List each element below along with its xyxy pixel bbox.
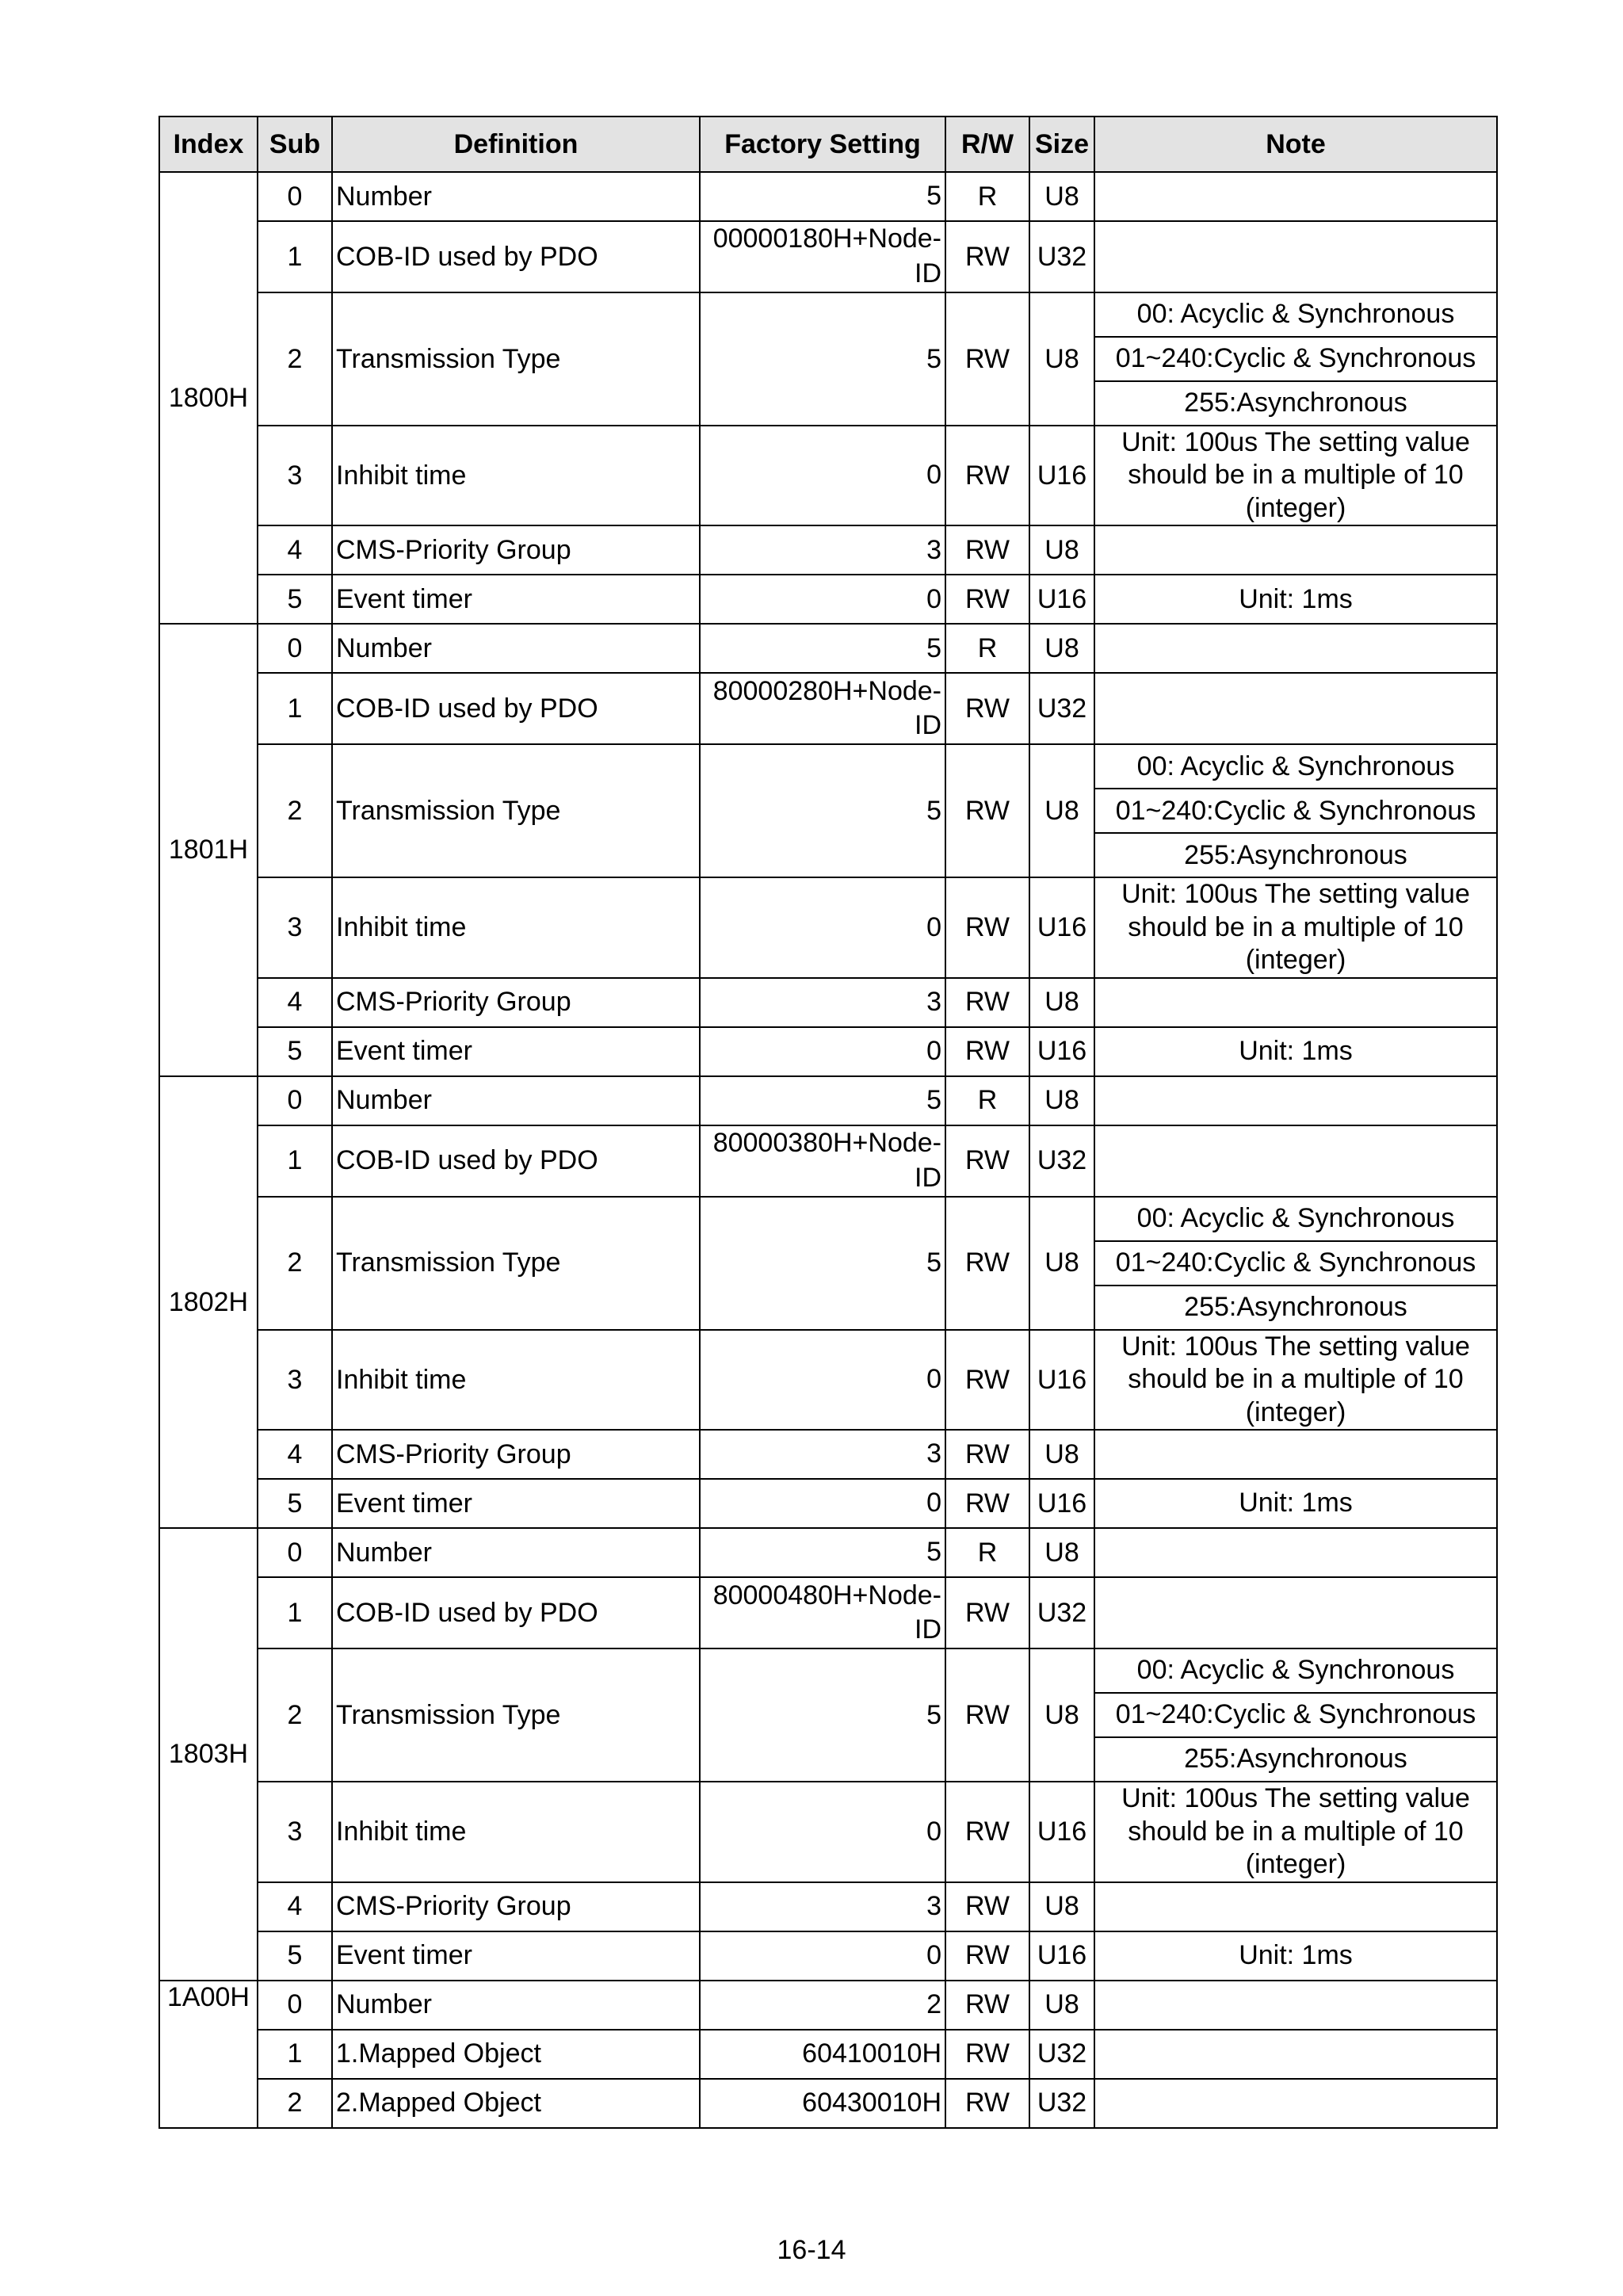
- factory-setting-cell: 60430010H: [700, 2079, 945, 2128]
- factory-setting-cell: 5: [700, 744, 945, 877]
- note-cell: [1094, 525, 1497, 575]
- header-factory-setting: Factory Setting: [700, 117, 945, 172]
- definition-cell: Number: [332, 172, 700, 221]
- table-row: [159, 1027, 1497, 1076]
- sub-cell: 5: [258, 1027, 332, 1076]
- rw-cell: R: [945, 172, 1029, 221]
- index-cell: 1A00H: [159, 1981, 258, 2128]
- rw-cell: RW: [945, 1430, 1029, 1479]
- rw-cell: RW: [945, 2079, 1029, 2128]
- rw-cell: RW: [945, 673, 1029, 744]
- table-row: [159, 673, 1497, 744]
- note-cell: 01~240:Cyclic & Synchronous: [1094, 337, 1497, 381]
- note-cell: 00: Acyclic & Synchronous: [1094, 1197, 1497, 1241]
- definition-cell: COB-ID used by PDO: [332, 221, 700, 292]
- definition-cell: Event timer: [332, 1479, 700, 1528]
- factory-setting-cell: 80000280H+Node-ID: [700, 673, 945, 744]
- definition-cell: Number: [332, 1528, 700, 1577]
- note-cell: 01~240:Cyclic & Synchronous: [1094, 1241, 1497, 1286]
- factory-setting-cell: 0: [700, 1782, 945, 1881]
- index-cell: 1803H: [159, 1528, 258, 1980]
- rw-cell: RW: [945, 1648, 1029, 1782]
- definition-cell: Event timer: [332, 1027, 700, 1076]
- definition-cell: CMS-Priority Group: [332, 1882, 700, 1931]
- factory-setting-cell: 5: [700, 172, 945, 221]
- note-cell: [1094, 673, 1497, 744]
- definition-cell: Number: [332, 624, 700, 673]
- size-cell: U16: [1029, 1027, 1094, 1076]
- factory-setting-cell: 5: [700, 1648, 945, 1782]
- rw-cell: R: [945, 1076, 1029, 1125]
- factory-setting-cell: 5: [700, 1197, 945, 1330]
- rw-cell: RW: [945, 1577, 1029, 1648]
- sub-cell: 4: [258, 1430, 332, 1479]
- size-cell: U8: [1029, 1882, 1094, 1931]
- header-definition: Definition: [332, 117, 700, 172]
- parameter-table: [158, 116, 1498, 2129]
- table-row: [159, 1330, 1497, 1430]
- note-cell: 255:Asynchronous: [1094, 1737, 1497, 1782]
- definition-cell: Number: [332, 1981, 700, 2030]
- rw-cell: RW: [945, 1782, 1029, 1881]
- table-row: [159, 1782, 1497, 1881]
- table-row: [159, 221, 1497, 292]
- size-cell: U32: [1029, 1125, 1094, 1197]
- factory-setting-cell: 60410010H: [700, 2030, 945, 2079]
- note-cell: Unit: 100us The setting value should be in a multiple of 10 (integer): [1094, 877, 1497, 977]
- factory-setting-cell: 3: [700, 525, 945, 575]
- table-row: [159, 292, 1497, 337]
- sub-cell: 3: [258, 1782, 332, 1881]
- index-cell: 1802H: [159, 1076, 258, 1528]
- sub-cell: 3: [258, 426, 332, 525]
- size-cell: U16: [1029, 877, 1094, 977]
- definition-cell: 1.Mapped Object: [332, 2030, 700, 2079]
- definition-cell: Transmission Type: [332, 1197, 700, 1330]
- size-cell: U8: [1029, 624, 1094, 673]
- note-cell: Unit: 1ms: [1094, 1027, 1497, 1076]
- size-cell: U32: [1029, 2079, 1094, 2128]
- page-number: 16-14: [777, 2235, 846, 2265]
- table-row: [159, 1479, 1497, 1528]
- rw-cell: R: [945, 624, 1029, 673]
- size-cell: U8: [1029, 978, 1094, 1027]
- note-cell: [1094, 1430, 1497, 1479]
- size-cell: U16: [1029, 1931, 1094, 1981]
- table-row: [159, 172, 1497, 221]
- sub-cell: 2: [258, 2079, 332, 2128]
- sub-cell: 2: [258, 1197, 332, 1330]
- definition-cell: CMS-Priority Group: [332, 1430, 700, 1479]
- rw-cell: RW: [945, 426, 1029, 525]
- sub-cell: 1: [258, 673, 332, 744]
- size-cell: U16: [1029, 426, 1094, 525]
- definition-cell: 2.Mapped Object: [332, 2079, 700, 2128]
- factory-setting-cell: 5: [700, 292, 945, 426]
- size-cell: U8: [1029, 525, 1094, 575]
- index-cell: 1800H: [159, 172, 258, 624]
- sub-cell: 2: [258, 1648, 332, 1782]
- definition-cell: Inhibit time: [332, 426, 700, 525]
- factory-setting-cell: 5: [700, 624, 945, 673]
- sub-cell: 1: [258, 1577, 332, 1648]
- definition-cell: Transmission Type: [332, 744, 700, 877]
- header-sub: Sub: [258, 117, 332, 172]
- note-cell: 00: Acyclic & Synchronous: [1094, 744, 1497, 789]
- size-cell: U16: [1029, 575, 1094, 624]
- size-cell: U8: [1029, 744, 1094, 877]
- note-cell: 01~240:Cyclic & Synchronous: [1094, 789, 1497, 833]
- table-row: [159, 744, 1497, 789]
- sub-cell: 0: [258, 1528, 332, 1577]
- note-cell: 255:Asynchronous: [1094, 1286, 1497, 1330]
- table-row: [159, 624, 1497, 673]
- rw-cell: R: [945, 1528, 1029, 1577]
- table-row: [159, 1430, 1497, 1479]
- note-cell: 255:Asynchronous: [1094, 381, 1497, 426]
- rw-cell: RW: [945, 575, 1029, 624]
- factory-setting-cell: 5: [700, 1076, 945, 1125]
- note-cell: [1094, 2079, 1497, 2128]
- definition-cell: COB-ID used by PDO: [332, 673, 700, 744]
- definition-cell: COB-ID used by PDO: [332, 1577, 700, 1648]
- table-row: [159, 426, 1497, 525]
- size-cell: U16: [1029, 1782, 1094, 1881]
- sub-cell: 3: [258, 1330, 332, 1430]
- note-cell: [1094, 1076, 1497, 1125]
- table-row: [159, 1076, 1497, 1125]
- table-row: [159, 1882, 1497, 1931]
- header-rw: R/W: [945, 117, 1029, 172]
- size-cell: U8: [1029, 1981, 1094, 2030]
- sub-cell: 0: [258, 1076, 332, 1125]
- note-cell: Unit: 100us The setting value should be in a multiple of 10 (integer): [1094, 1782, 1497, 1881]
- size-cell: U8: [1029, 1430, 1094, 1479]
- table-row: [159, 575, 1497, 624]
- note-cell: [1094, 1981, 1497, 2030]
- note-cell: [1094, 978, 1497, 1027]
- table-row: [159, 1197, 1497, 1241]
- sub-cell: 4: [258, 1882, 332, 1931]
- rw-cell: RW: [945, 978, 1029, 1027]
- rw-cell: RW: [945, 1931, 1029, 1981]
- factory-setting-cell: 3: [700, 1882, 945, 1931]
- table-row: [159, 1528, 1497, 1577]
- index-cell: 1801H: [159, 624, 258, 1075]
- rw-cell: RW: [945, 1330, 1029, 1430]
- definition-cell: CMS-Priority Group: [332, 978, 700, 1027]
- factory-setting-cell: 0: [700, 1027, 945, 1076]
- rw-cell: RW: [945, 744, 1029, 877]
- factory-setting-cell: 0: [700, 575, 945, 624]
- size-cell: U8: [1029, 172, 1094, 221]
- rw-cell: RW: [945, 221, 1029, 292]
- rw-cell: RW: [945, 1882, 1029, 1931]
- note-cell: [1094, 1882, 1497, 1931]
- table-row: [159, 1125, 1497, 1197]
- sub-cell: 2: [258, 744, 332, 877]
- table-row: [159, 978, 1497, 1027]
- rw-cell: RW: [945, 1981, 1029, 2030]
- sub-cell: 0: [258, 172, 332, 221]
- size-cell: U32: [1029, 221, 1094, 292]
- size-cell: U8: [1029, 1076, 1094, 1125]
- sub-cell: 0: [258, 624, 332, 673]
- sub-cell: 5: [258, 575, 332, 624]
- factory-setting-cell: 80000480H+Node-ID: [700, 1577, 945, 1648]
- note-cell: 255:Asynchronous: [1094, 833, 1497, 877]
- size-cell: U8: [1029, 1528, 1094, 1577]
- sub-cell: 2: [258, 292, 332, 426]
- factory-setting-cell: 3: [700, 978, 945, 1027]
- note-cell: 00: Acyclic & Synchronous: [1094, 292, 1497, 337]
- factory-setting-cell: 0: [700, 1931, 945, 1981]
- header-index: Index: [159, 117, 258, 172]
- factory-setting-cell: 0: [700, 426, 945, 525]
- note-cell: [1094, 172, 1497, 221]
- definition-cell: Event timer: [332, 575, 700, 624]
- table-row: [159, 1648, 1497, 1693]
- factory-setting-cell: 2: [700, 1981, 945, 2030]
- note-cell: [1094, 1577, 1497, 1648]
- size-cell: U16: [1029, 1479, 1094, 1528]
- rw-cell: RW: [945, 1125, 1029, 1197]
- note-cell: [1094, 1528, 1497, 1577]
- size-cell: U32: [1029, 1577, 1094, 1648]
- note-cell: [1094, 221, 1497, 292]
- size-cell: U32: [1029, 673, 1094, 744]
- sub-cell: 4: [258, 525, 332, 575]
- table-row: [159, 525, 1497, 575]
- note-cell: 00: Acyclic & Synchronous: [1094, 1648, 1497, 1693]
- table-header-row: [159, 117, 1497, 172]
- sub-cell: 5: [258, 1479, 332, 1528]
- factory-setting-cell: 0: [700, 1479, 945, 1528]
- note-cell: 01~240:Cyclic & Synchronous: [1094, 1693, 1497, 1737]
- factory-setting-cell: 5: [700, 1528, 945, 1577]
- rw-cell: RW: [945, 292, 1029, 426]
- table-row: [159, 2079, 1497, 2128]
- rw-cell: RW: [945, 525, 1029, 575]
- table-row: [159, 2030, 1497, 2079]
- sub-cell: 1: [258, 221, 332, 292]
- sub-cell: 5: [258, 1931, 332, 1981]
- table-row: [159, 1577, 1497, 1648]
- rw-cell: RW: [945, 1479, 1029, 1528]
- note-cell: [1094, 1125, 1497, 1197]
- note-cell: Unit: 1ms: [1094, 575, 1497, 624]
- table-row: [159, 1931, 1497, 1981]
- factory-setting-cell: 80000380H+Node-ID: [700, 1125, 945, 1197]
- definition-cell: Inhibit time: [332, 877, 700, 977]
- header-size: Size: [1029, 117, 1094, 172]
- factory-setting-cell: 3: [700, 1430, 945, 1479]
- factory-setting-cell: 0: [700, 877, 945, 977]
- note-cell: Unit: 100us The setting value should be in a multiple of 10 (integer): [1094, 1330, 1497, 1430]
- header-note: Note: [1094, 117, 1497, 172]
- rw-cell: RW: [945, 877, 1029, 977]
- definition-cell: Event timer: [332, 1931, 700, 1981]
- definition-cell: COB-ID used by PDO: [332, 1125, 700, 1197]
- definition-cell: Transmission Type: [332, 292, 700, 426]
- definition-cell: Inhibit time: [332, 1330, 700, 1430]
- rw-cell: RW: [945, 1197, 1029, 1330]
- sub-cell: 1: [258, 1125, 332, 1197]
- rw-cell: RW: [945, 1027, 1029, 1076]
- rw-cell: RW: [945, 2030, 1029, 2079]
- table-row: [159, 1981, 1497, 2030]
- table-body: [159, 172, 1497, 2128]
- size-cell: U16: [1029, 1330, 1094, 1430]
- sub-cell: 3: [258, 877, 332, 977]
- note-cell: Unit: 100us The setting value should be in a multiple of 10 (integer): [1094, 426, 1497, 525]
- table-row: [159, 877, 1497, 977]
- sub-cell: 1: [258, 2030, 332, 2079]
- sub-cell: 0: [258, 1981, 332, 2030]
- size-cell: U32: [1029, 2030, 1094, 2079]
- definition-cell: Inhibit time: [332, 1782, 700, 1881]
- size-cell: U8: [1029, 1197, 1094, 1330]
- note-cell: Unit: 1ms: [1094, 1931, 1497, 1981]
- size-cell: U8: [1029, 292, 1094, 426]
- note-cell: [1094, 2030, 1497, 2079]
- definition-cell: Number: [332, 1076, 700, 1125]
- note-cell: Unit: 1ms: [1094, 1479, 1497, 1528]
- definition-cell: Transmission Type: [332, 1648, 700, 1782]
- definition-cell: CMS-Priority Group: [332, 525, 700, 575]
- factory-setting-cell: 00000180H+Node-ID: [700, 221, 945, 292]
- size-cell: U8: [1029, 1648, 1094, 1782]
- sub-cell: 4: [258, 978, 332, 1027]
- note-cell: [1094, 624, 1497, 673]
- factory-setting-cell: 0: [700, 1330, 945, 1430]
